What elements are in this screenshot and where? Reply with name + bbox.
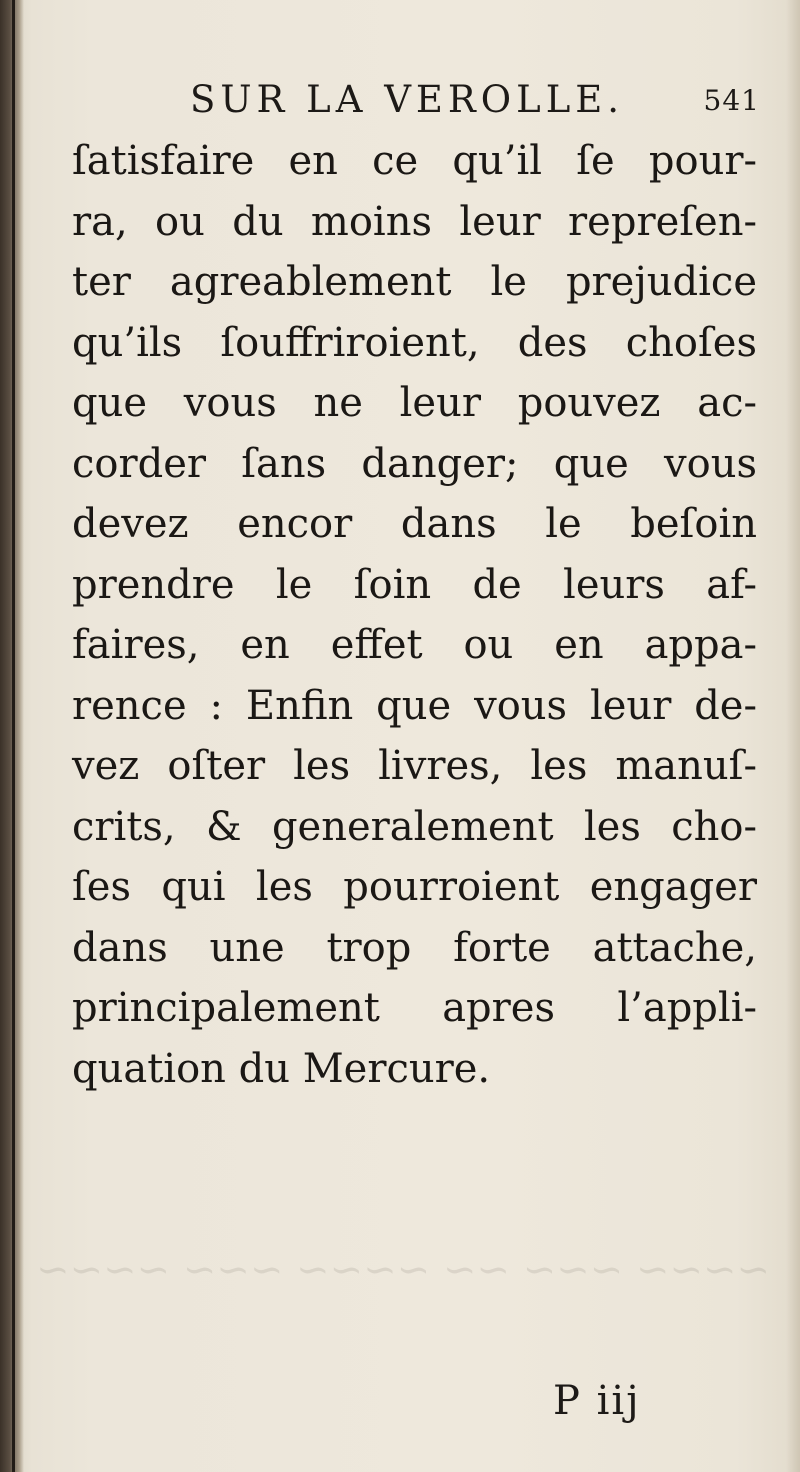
text-line: principalement apres l’appli- <box>72 985 757 1031</box>
text-line: crits, & generalement les cho- <box>72 803 757 850</box>
text-line: corder ſans danger; que vous <box>72 440 757 487</box>
text-line: ter agreablement le prejudice <box>72 259 757 305</box>
text-line: ſatisfaire en ce qu’il ſe pour- <box>72 138 757 184</box>
text-line: vez oſter les livres, les manuſ- <box>72 743 757 789</box>
text-line: rence : Enfin que vous leur de- <box>72 682 757 729</box>
signature-mark: P iij <box>553 1378 641 1424</box>
page-number: 541 <box>703 84 760 117</box>
show-through-text: ~~~~ ~~~ ~~ ~~~~ ~~~ ~~~~ <box>36 1247 770 1293</box>
running-title: SUR LA VEROLLE. <box>190 78 625 121</box>
binding-edge <box>12 0 15 1472</box>
text-line: faires, en effet ou en appa- <box>72 622 757 668</box>
text-line: ra, ou du moins leur repreſen- <box>72 198 757 245</box>
page-header <box>190 78 760 128</box>
text-line-last: quation du Mercure. <box>72 1045 491 1092</box>
text-line: qu’ils ſouffriroient, des choſes <box>72 319 757 366</box>
text-line: dans une trop forte attache, <box>72 924 757 971</box>
text-line: prendre le ſoin de leurs af- <box>72 561 757 608</box>
body-text <box>72 131 757 1099</box>
page-edge <box>786 0 800 1472</box>
text-line: devez encor dans le beſoin <box>72 501 757 547</box>
text-line: que vous ne leur pouvez ac- <box>72 380 757 426</box>
text-line: ſes qui les pourroient engager <box>72 864 757 910</box>
